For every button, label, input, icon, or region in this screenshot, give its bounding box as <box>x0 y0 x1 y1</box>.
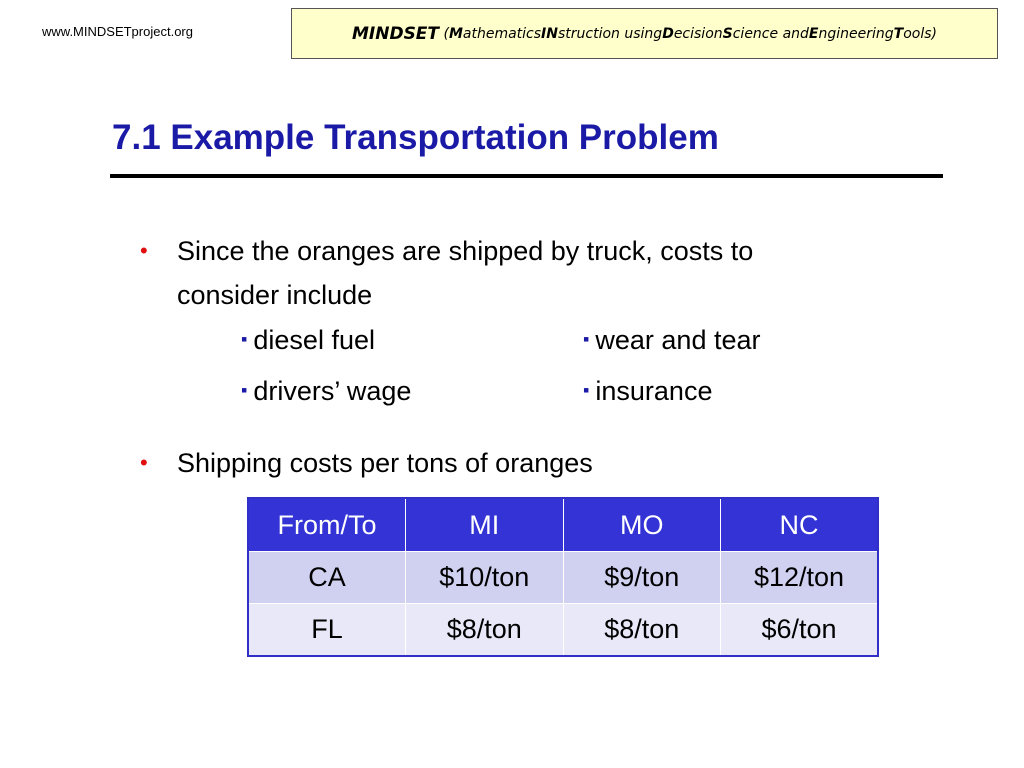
bullet-shipping-costs-text: Shipping costs per tons of oranges <box>177 448 593 478</box>
bullet-marker: • <box>140 238 148 263</box>
banner-word: ecision <box>673 25 723 42</box>
table-cell: $8/ton <box>563 604 721 657</box>
mindset-banner <box>291 8 998 59</box>
header-from-to: From/To <box>248 498 406 552</box>
banner-word: ools <box>903 25 932 42</box>
shipping-cost-table <box>247 497 879 657</box>
title-underline <box>110 174 943 178</box>
banner-close-paren: ) <box>931 25 938 42</box>
banner-initial: E <box>808 25 819 42</box>
banner-word: ngineering <box>818 25 894 42</box>
banner-word: struction using <box>557 25 663 42</box>
banner-initial: D <box>662 25 674 42</box>
table-cell: $9/ton <box>563 552 721 604</box>
cost-item-drivers-wage <box>241 376 411 407</box>
sub-bullet-marker: ▪ <box>241 329 248 349</box>
table-cell: $10/ton <box>406 552 564 604</box>
cost-item-label: drivers’ wage <box>253 376 412 406</box>
banner-open-paren: ( <box>443 25 449 42</box>
banner-brand: MINDSET <box>351 23 440 44</box>
banner-initial: S <box>722 25 733 42</box>
header-mo: MO <box>563 498 721 552</box>
sub-bullet-marker: ▪ <box>583 329 590 349</box>
row-label-ca: CA <box>248 552 406 604</box>
table-cell: $12/ton <box>721 552 879 604</box>
cost-item-label: diesel fuel <box>253 325 375 355</box>
banner-word: athematics <box>462 25 542 42</box>
table-cell: $8/ton <box>406 604 564 657</box>
table-row <box>248 604 878 657</box>
banner-initial: IN <box>541 25 558 42</box>
cost-item-label: wear and tear <box>595 325 761 355</box>
site-url: www.MINDSETproject.org <box>42 24 193 39</box>
banner-initial: M <box>448 25 463 42</box>
cost-item-label: insurance <box>595 376 713 406</box>
slide-title: 7.1 Example Transportation Problem <box>112 118 719 157</box>
table-header-row <box>248 498 878 552</box>
banner-initial: T <box>893 25 904 42</box>
header-nc: NC <box>721 498 879 552</box>
sub-bullet-marker: ▪ <box>583 380 590 400</box>
cost-item-insurance <box>583 376 712 407</box>
row-label-fl: FL <box>248 604 406 657</box>
banner-word: cience and <box>732 25 809 42</box>
bullet-costs <box>140 229 940 319</box>
bullet-shipping-costs <box>140 441 840 485</box>
sub-bullet-marker: ▪ <box>241 380 248 400</box>
bullet-costs-line1: Since the oranges are shipped by truck, costs to <box>177 236 754 266</box>
cost-item-diesel-fuel <box>241 325 375 356</box>
bullet-costs-line2: consider include <box>177 280 373 310</box>
bullet-marker: • <box>140 450 148 475</box>
header-mi: MI <box>406 498 564 552</box>
cost-item-wear-and-tear <box>583 325 761 356</box>
table-row <box>248 552 878 604</box>
table-cell: $6/ton <box>721 604 879 657</box>
